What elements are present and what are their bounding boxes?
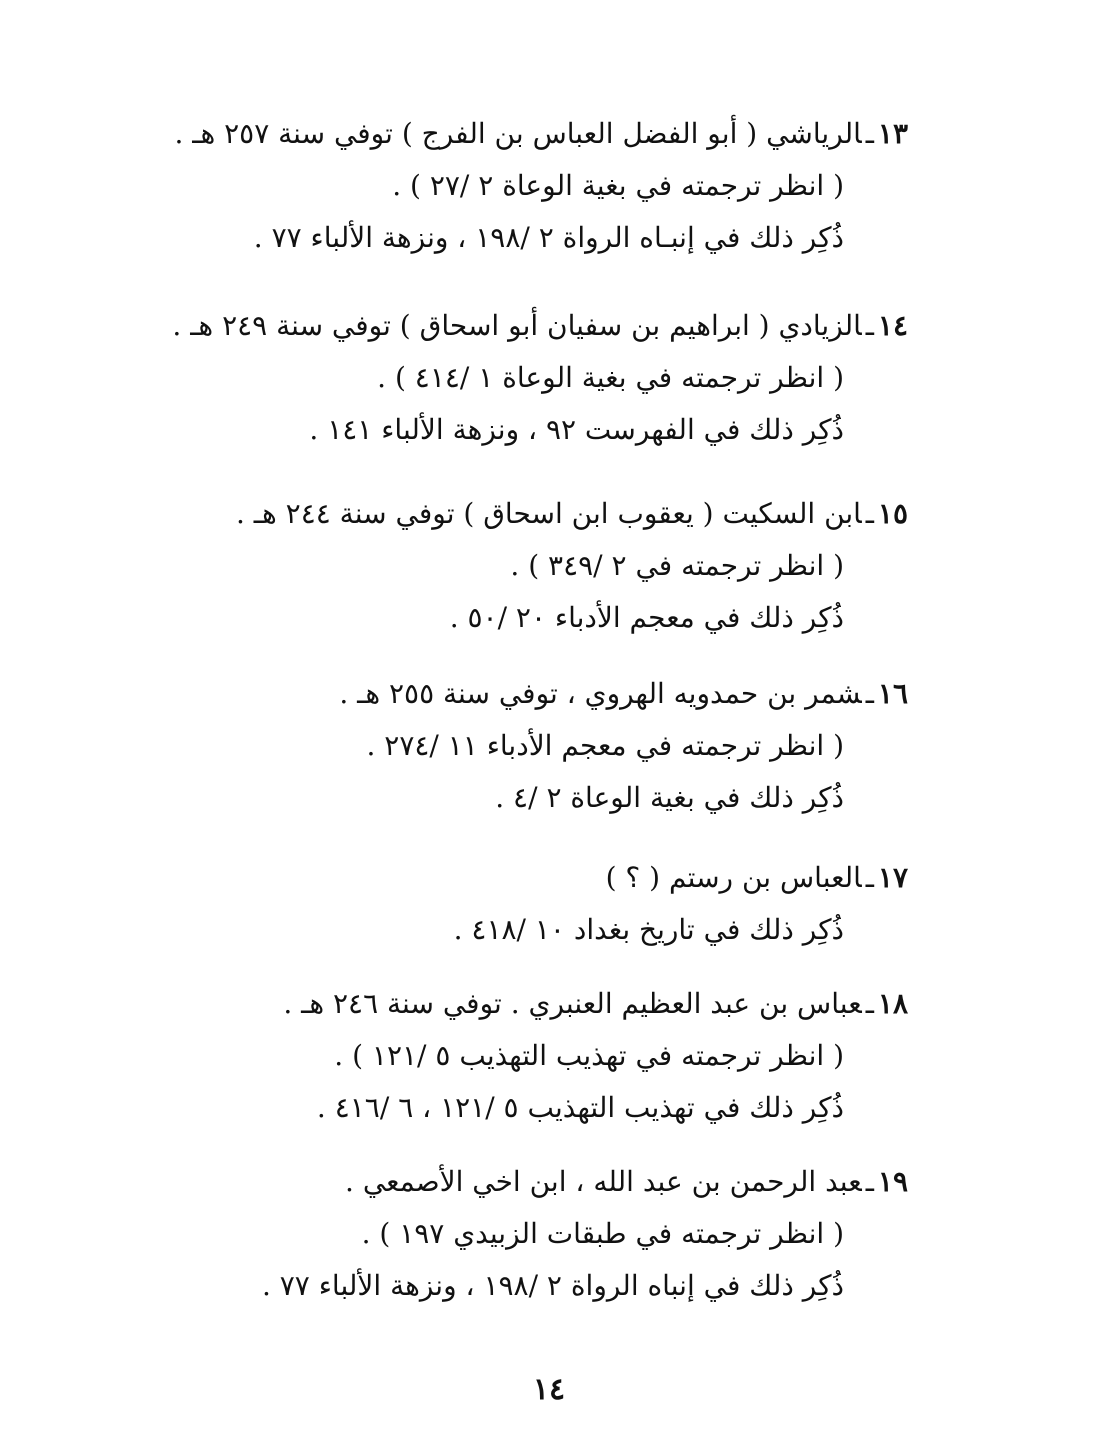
entry-heading: ١٩ـعبد الرحمن بن عبد الله ، ابن اخي الأصمعي . (345, 1165, 908, 1198)
entry-heading: ١٧ـالعباس بن رستم ( ؟ ) (605, 861, 908, 894)
entry-reference: ( انظر ترجمته في تهذيب التهذيب ٥ /١٢١ ) . (334, 1039, 844, 1072)
entry-17 (148, 852, 908, 956)
entry-19 (148, 1156, 908, 1312)
entry-number: ١٥ (877, 497, 908, 530)
entry-number: ١٤ (877, 309, 908, 342)
entry-16 (148, 668, 908, 824)
entry-number: ١٧ (877, 861, 908, 894)
entry-reference: ذُكِر ذلك في إنبـاه الرواة ٢ /١٩٨ ، ونزهة الألباء ٧٧ . (253, 221, 844, 254)
entry-number: ١٩ (877, 1165, 908, 1198)
entry-reference: ( انظر ترجمته في بغية الوعاة ١ /٤١٤ ) . (377, 361, 844, 394)
entry-heading-text: الزيادي ( ابراهيم بن سفيان أبو اسحاق ) توفي سنة ٢٤٩ هـ . (172, 309, 862, 342)
entry-reference: ذُكِر ذلك في تاريخ بغداد ١٠ /٤١٨ . (453, 913, 844, 946)
entry-heading-text: عبد الرحمن بن عبد الله ، ابن اخي الأصمعي . (345, 1165, 862, 1198)
entry-reference: ذُكِر ذلك في الفهرست ٩٢ ، ونزهة الألباء ١٤١ . (309, 413, 844, 446)
entry-heading: ١٤ـالزيادي ( ابراهيم بن سفيان أبو اسحاق ) توفي سنة ٢٤٩ هـ . (172, 309, 908, 342)
entry-reference: ذُكِر ذلك في إنباه الرواة ٢ /١٩٨ ، ونزهة الألباء ٧٧ . (261, 1269, 844, 1302)
entry-heading-text: شمر بن حمدويه الهروي ، توفي سنة ٢٥٥ هـ . (339, 677, 862, 710)
entry-heading: ١٣ـالرياشي ( أبو الفضل العباس بن الفرج ) توفي سنة ٢٥٧ هـ . (174, 117, 908, 150)
entry-number: ١٣ (877, 117, 908, 150)
entry-18 (148, 978, 908, 1134)
entry-number: ١٨ (877, 987, 908, 1020)
entry-heading-text: ابن السكيت ( يعقوب ابن اسحاق ) توفي سنة ٢٤٤ هـ . (235, 497, 862, 530)
entry-14 (148, 300, 908, 456)
entry-heading-text: عباس بن عبد العظيم العنبري . توفي سنة ٢٤٦ هـ . (283, 987, 862, 1020)
entry-heading: ١٦ـشمر بن حمدويه الهروي ، توفي سنة ٢٥٥ هـ . (339, 677, 908, 710)
entry-13 (148, 108, 908, 264)
entry-reference: ( انظر ترجمته في بغية الوعاة ٢ /٢٧ ) . (392, 169, 844, 202)
entry-reference: ذُكِر ذلك في بغية الوعاة ٢ /٤ . (495, 781, 844, 814)
entry-heading: ١٥ـابن السكيت ( يعقوب ابن اسحاق ) توفي سنة ٢٤٤ هـ . (235, 497, 908, 530)
page-number: ١٤ (532, 1372, 566, 1407)
entry-reference: ( انظر ترجمته في معجم الأدباء ١١ /٢٧٤ . (366, 729, 844, 762)
entry-heading-text: العباس بن رستم ( ؟ ) (605, 861, 862, 894)
entry-heading-text: الرياشي ( أبو الفضل العباس بن الفرج ) توفي سنة ٢٥٧ هـ . (174, 117, 862, 150)
entry-heading: ١٨ـعباس بن عبد العظيم العنبري . توفي سنة ٢٤٦ هـ . (283, 987, 908, 1020)
entry-reference: ( انظر ترجمته في طبقات الزبيدي ١٩٧ ) . (361, 1217, 844, 1250)
entry-number: ١٦ (877, 677, 908, 710)
entry-reference: ذُكِر ذلك في تهذيب التهذيب ٥ /١٢١ ، ٦ /٤١٦ . (316, 1091, 844, 1124)
entry-reference: ( انظر ترجمته في ٢ /٣٤٩ ) . (510, 549, 844, 582)
entry-15 (148, 488, 908, 644)
entry-reference: ذُكِر ذلك في معجم الأدباء ٢٠ /٥٠ . (449, 601, 844, 634)
